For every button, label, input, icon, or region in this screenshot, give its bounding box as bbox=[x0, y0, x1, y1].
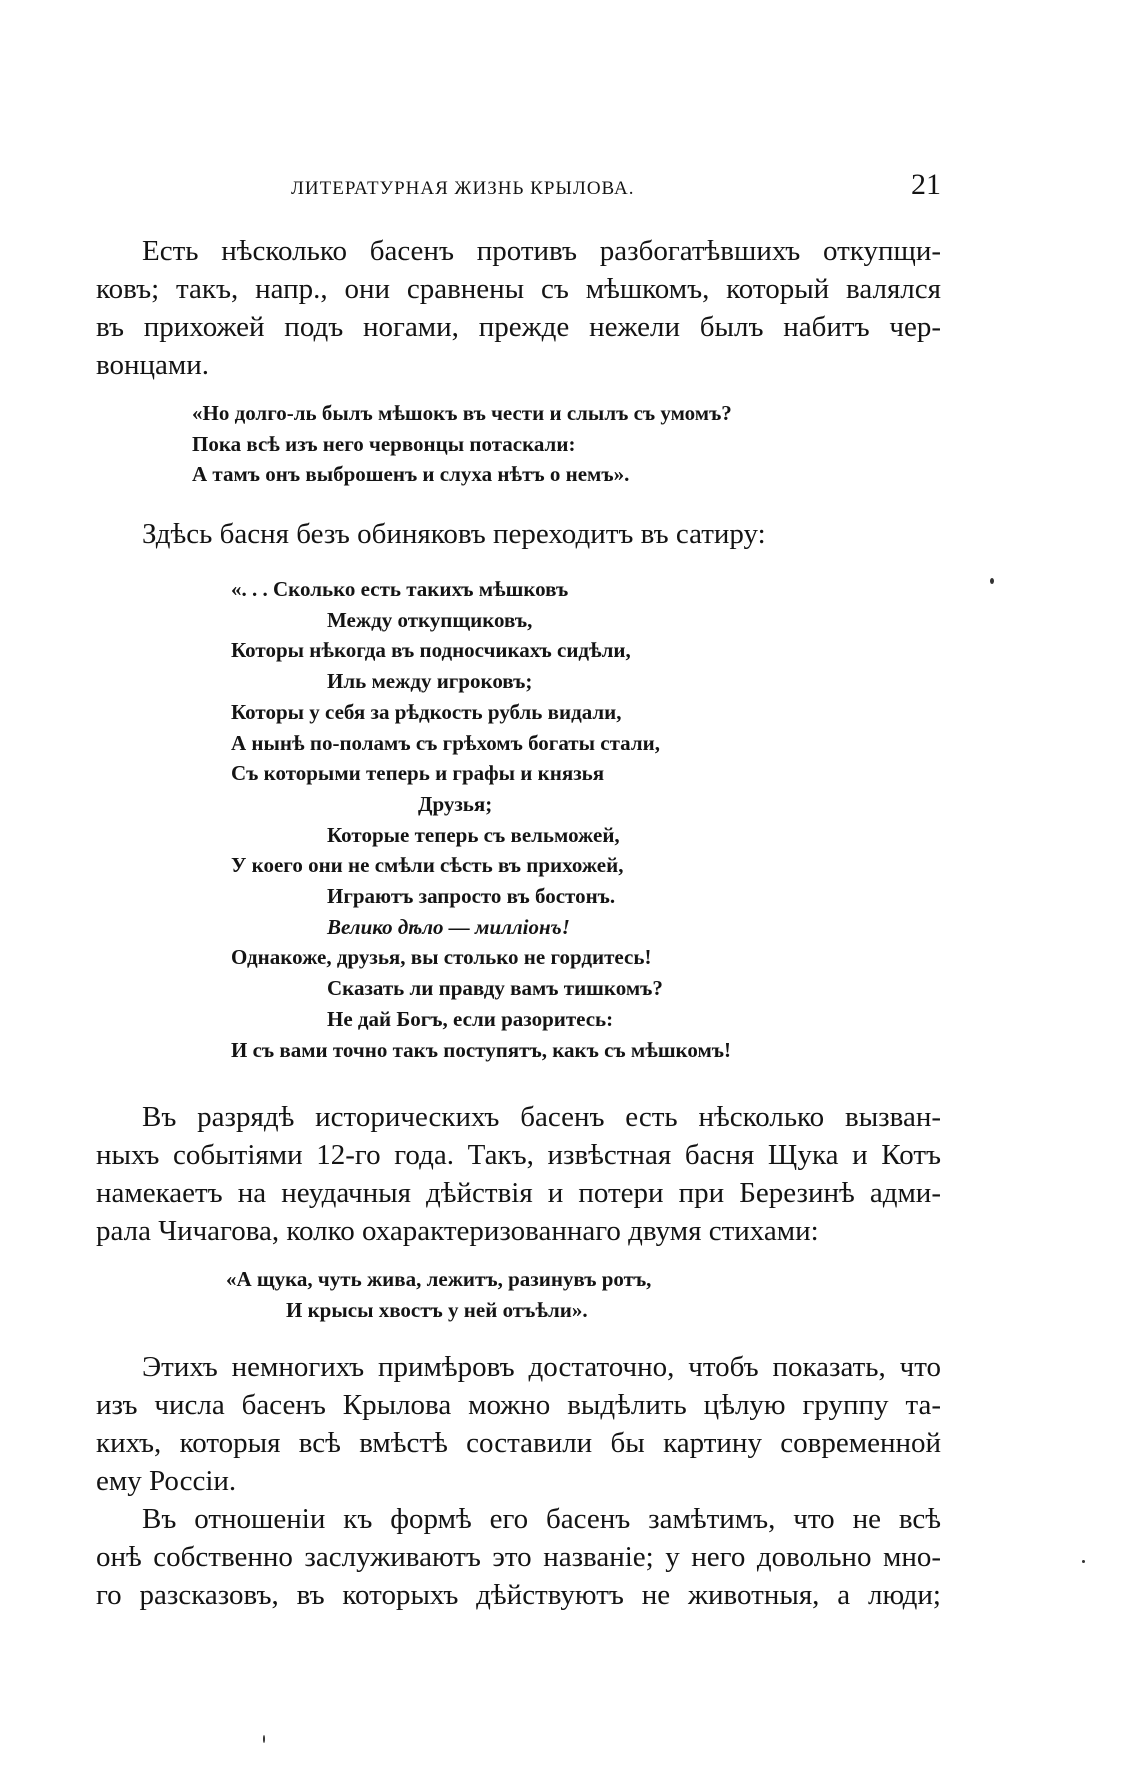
text-line: кихъ, которыя всѣ вмѣстѣ составили бы картину современной bbox=[96, 1427, 941, 1459]
book-page bbox=[96, 0, 941, 1772]
verse-line: Велико дѣло — милліонъ! bbox=[327, 914, 570, 939]
page-header bbox=[96, 168, 941, 208]
scan-speck bbox=[1082, 1560, 1085, 1563]
text-line: онѣ собственно заслуживаютъ это названіе; у него довольно мно- bbox=[96, 1541, 941, 1573]
verse-line: И крысы хвостъ у ней отъѣли». bbox=[286, 1297, 588, 1322]
verse-line: А нынѣ по-поламъ съ грѣхомъ богаты стали, bbox=[231, 730, 660, 755]
verse-line: «. . . Сколько есть такихъ мѣшковъ bbox=[231, 577, 569, 601]
paragraph-3 bbox=[96, 1098, 941, 1250]
verse-line: Между откупщиковъ, bbox=[327, 607, 533, 632]
text-line: Здѣсь басня безъ обиняковъ переходитъ въ сатиру: bbox=[142, 518, 766, 550]
paragraph-4 bbox=[96, 1348, 941, 1500]
paragraph-5 bbox=[96, 1500, 941, 1614]
text-line: рала Чичагова, колко охарактеризованнаго двумя стихами: bbox=[96, 1215, 819, 1247]
page-number: 21 bbox=[911, 168, 941, 201]
verse-line: У коего они не смѣли сѣсть въ прихожей, bbox=[231, 853, 624, 878]
verse-line: И съ вами точно такъ поступятъ, какъ съ мѣшкомъ! bbox=[231, 1037, 732, 1062]
scan-speck bbox=[990, 578, 994, 584]
verse-line: Съ которыми теперь и графы и князья bbox=[231, 761, 605, 786]
text-line: ему Россіи. bbox=[96, 1465, 237, 1497]
verse-line: Иль между игроковъ; bbox=[327, 669, 533, 694]
running-title: ЛИТЕРАТУРНАЯ ЖИЗНЬ КРЫЛОВА. bbox=[291, 178, 635, 199]
verse-line: Однакоже, друзья, вы столько не гордитесь! bbox=[231, 945, 652, 970]
verse-line: Которы у себя за рѣдкость рубль видали, bbox=[231, 699, 622, 724]
text-line: Этихъ немногихъ примѣровъ достаточно, чтобъ показать, что bbox=[142, 1351, 941, 1383]
text-line: Есть нѣсколько басенъ противъ разбогатѣвшихъ откупщи- bbox=[142, 235, 941, 267]
text-line: вонцами. bbox=[96, 349, 210, 381]
verse-line: Не дай Богъ, если разоритесь: bbox=[327, 1006, 614, 1031]
verse-line: А тамъ онъ выброшенъ и слуха нѣтъ о немъ». bbox=[192, 462, 630, 486]
text-line: намекаетъ на неудачныя дѣйствія и потери при Березинѣ адми- bbox=[96, 1177, 941, 1209]
text-line: въ прихожей подъ ногами, прежде нежели былъ набитъ чер- bbox=[96, 311, 941, 343]
text-line: Въ отношеніи къ формѣ его басенъ замѣтимъ, что не всѣ bbox=[142, 1503, 941, 1535]
verse-line: «А щука, чуть жива, лежитъ, разинувъ ротъ, bbox=[226, 1267, 652, 1291]
text-line: го разсказовъ, въ которыхъ дѣйствуютъ не животныя, а люди; bbox=[96, 1579, 941, 1611]
verse-quote-2 bbox=[231, 574, 1076, 1065]
verse-quote-3 bbox=[226, 1264, 1071, 1325]
paragraph-1 bbox=[96, 232, 941, 384]
verse-line: Которы нѣкогда въ подносчикахъ сидѣли, bbox=[231, 638, 631, 663]
verse-quote-1 bbox=[192, 398, 1037, 490]
verse-line: Играютъ запросто въ бостонъ. bbox=[327, 884, 616, 909]
text-line: ковъ; такъ, напр., они сравнены съ мѣшкомъ, который валялся bbox=[96, 273, 941, 305]
verse-line: Которые теперь съ вельможей, bbox=[327, 822, 620, 847]
scan-speck bbox=[263, 1735, 265, 1743]
verse-line: Сказать ли правду вамъ тишкомъ? bbox=[327, 976, 663, 1001]
text-line: Въ разрядѣ историческихъ басенъ есть нѣсколько вызван- bbox=[142, 1101, 941, 1133]
text-line: изъ числа басенъ Крылова можно выдѣлить цѣлую группу та- bbox=[96, 1389, 941, 1421]
verse-line: Пока всѣ изъ него червонцы потаскали: bbox=[192, 431, 576, 456]
text-line: ныхъ событіями 12-го года. Такъ, извѣстная басня Щука и Котъ bbox=[96, 1139, 941, 1171]
paragraph-2 bbox=[96, 515, 941, 553]
verse-line: Друзья; bbox=[418, 791, 493, 816]
verse-line: «Но долго-ль былъ мѣшокъ въ чести и слылъ съ умомъ? bbox=[192, 401, 732, 425]
